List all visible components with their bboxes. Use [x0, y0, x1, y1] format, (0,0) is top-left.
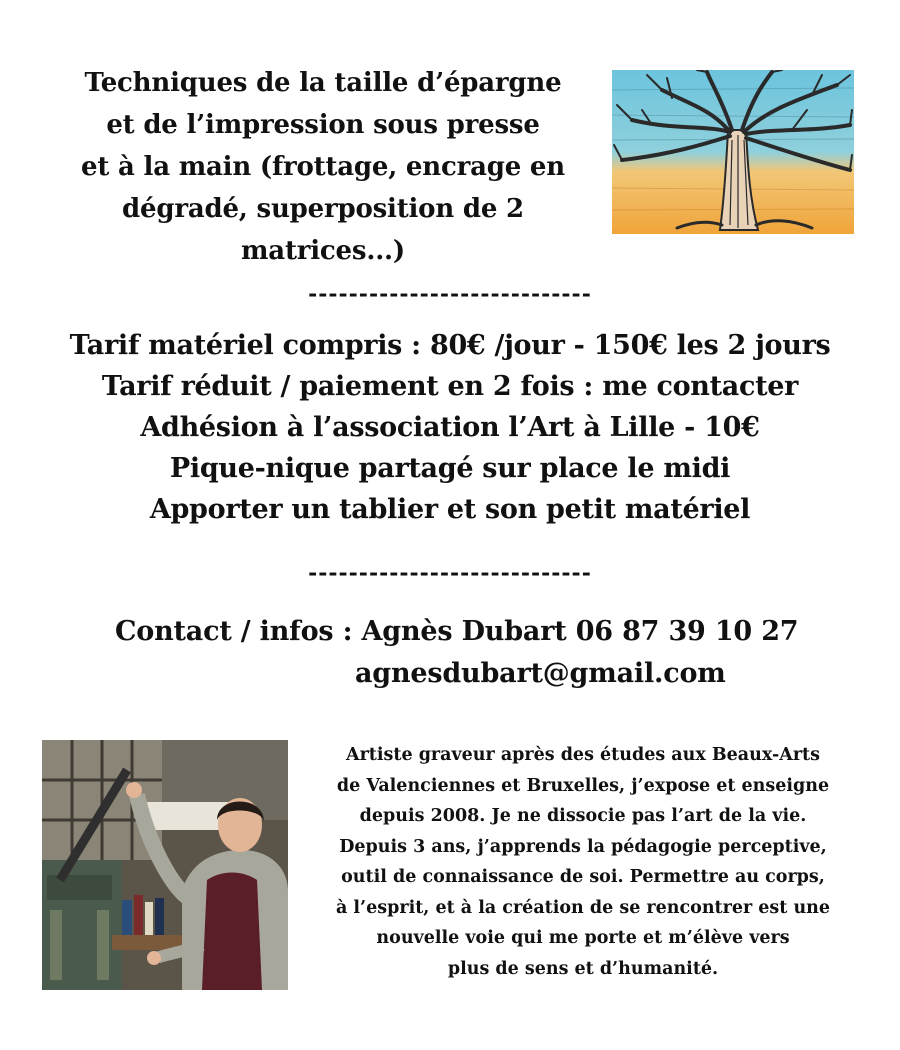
- bio-line: nouvelle voie qui me porte et m’élève vers: [376, 928, 790, 948]
- bio-line: depuis 2008. Je ne dissocie pas l’art de la vie.: [359, 806, 807, 826]
- intro-line: et de l’impression sous presse: [106, 110, 540, 140]
- intro-line: dégradé, superposition de 2: [122, 194, 524, 224]
- bio-line: outil de connaissance de soi. Permettre au corps,: [341, 867, 825, 887]
- intro-line: Techniques de la taille d’épargne: [84, 68, 562, 98]
- bio-line: de Valenciennes et Bruxelles, j’expose et enseigne: [336, 775, 830, 796]
- tree-linocut-image: [612, 70, 854, 234]
- bio-line: Depuis 3 ans, j’apprends la pédagogie perceptive,: [339, 836, 827, 857]
- divider: ----------------------------: [308, 560, 592, 586]
- workshop-techniques-text: [40, 62, 606, 272]
- contact-line: Contact / infos : Agnès Dubart 06 87 39 10 27: [115, 616, 799, 647]
- artist-photo: [42, 740, 288, 990]
- contact-email[interactable]: agnesdubart@gmail.com: [355, 658, 726, 689]
- pricing-line: Tarif matériel compris : 80€ /jour - 150€ les 2 jours: [69, 330, 831, 361]
- pricing-line: Apporter un tablier et son petit matériel: [149, 494, 751, 525]
- pricing-info: [0, 325, 900, 530]
- pricing-line: Tarif réduit / paiement en 2 fois : me contacter: [101, 371, 799, 402]
- bio-line: Artiste graveur après des études aux Beaux-Arts: [346, 745, 820, 765]
- pricing-line: Adhésion à l’association l’Art à Lille - 10€: [140, 412, 760, 443]
- bio-line: à l’esprit, et à la création de se rencontrer est une: [335, 897, 831, 918]
- divider: ----------------------------: [308, 281, 592, 307]
- artist-bio: [298, 740, 868, 984]
- intro-line: matrices...): [240, 236, 405, 266]
- pricing-line: Pique-nique partagé sur place le midi: [169, 453, 731, 484]
- bio-line: plus de sens et d’humanité.: [447, 958, 719, 979]
- intro-line: et à la main (frottage, encrage en: [81, 152, 565, 182]
